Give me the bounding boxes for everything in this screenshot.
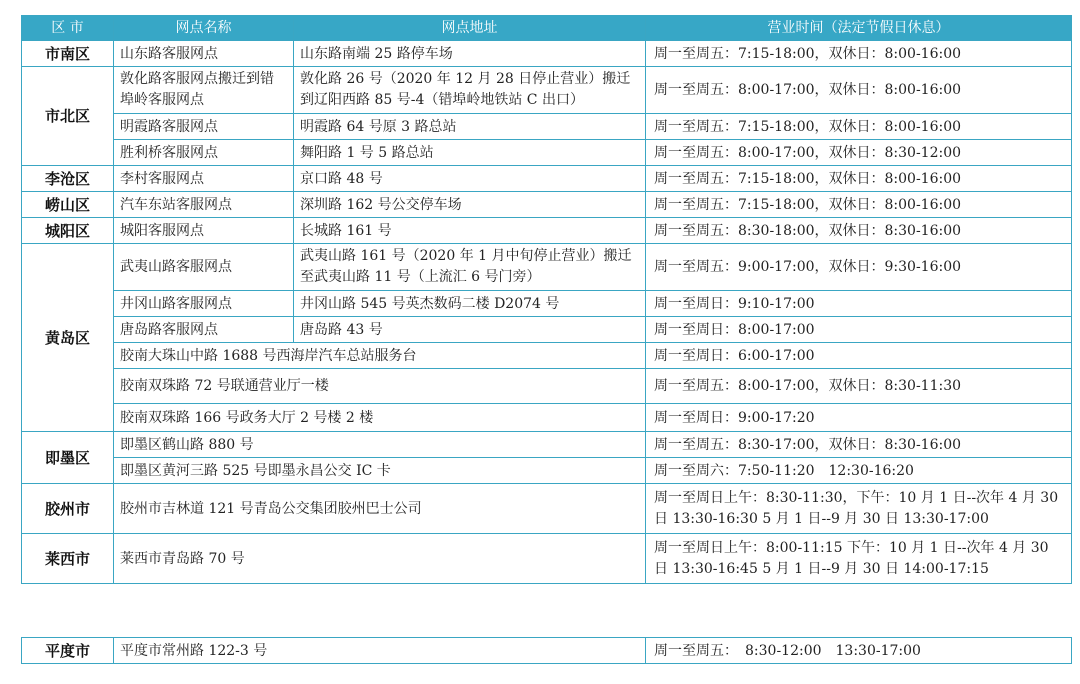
outlet-name-cell: 明霞路客服网点 (114, 114, 294, 140)
outlet-location-cell: 胶州市吉林道 121 号青岛公交集团胶州巴士公司 (114, 484, 646, 534)
table-row (22, 166, 1072, 192)
hours-cell: 周一至周日：9:00-17:20 (646, 404, 1072, 432)
table-row (22, 67, 1072, 114)
district-cell: 市南区 (22, 41, 114, 67)
hours-cell: 周一至周五：8:00-17:00，双休日：8:00-16:00 (646, 67, 1072, 114)
header-row (22, 16, 1072, 41)
hours-cell: 周一至周五：8:00-17:00，双休日：8:30-11:30 (646, 369, 1072, 404)
hours-cell: 周一至周日：8:00-17:00 (646, 317, 1072, 343)
hours-cell: 周一至周五：7:15-18:00，双休日：8:00-16:00 (646, 41, 1072, 67)
outlet-name-cell: 李村客服网点 (114, 166, 294, 192)
header-business-hours: 营业时间（法定节假日休息） (646, 16, 1072, 41)
hours-cell: 周一至周五：7:15-18:00，双休日：8:00-16:00 (646, 192, 1072, 218)
table-row (22, 484, 1072, 534)
outlet-name-cell: 井冈山路客服网点 (114, 291, 294, 317)
outlet-address-cell: 长城路 161 号 (294, 218, 646, 244)
header-district: 区 市 (22, 16, 114, 41)
header-outlet-address: 网点地址 (294, 16, 646, 41)
header-outlet-name: 网点名称 (114, 16, 294, 41)
outlet-address-cell: 深圳路 162 号公交停车场 (294, 192, 646, 218)
hours-cell: 周一至周日上午：8:30-11:30，下午：10 月 1 日--次年 4 月 30 日 13:30-16:30 5 月 1 日--9 月 30 日 13:30-17:00 (646, 484, 1072, 534)
table-row (22, 140, 1072, 166)
hours-cell: 周一至周五：7:15-18:00，双休日：8:00-16:00 (646, 114, 1072, 140)
table-row (22, 343, 1072, 369)
district-cell: 市北区 (22, 67, 114, 166)
outlet-location-cell: 即墨区鹤山路 880 号 (114, 432, 646, 458)
outlet-location-cell: 胶南双珠路 72 号联通营业厅一楼 (114, 369, 646, 404)
outlet-name-cell: 胜利桥客服网点 (114, 140, 294, 166)
outlet-location-cell: 即墨区黄河三路 525 号即墨永昌公交 IC 卡 (114, 458, 646, 484)
pingdu-outlet-table (21, 637, 1072, 664)
service-outlets-table (21, 15, 1072, 584)
district-cell: 即墨区 (22, 432, 114, 484)
table-row (22, 192, 1072, 218)
outlet-location-cell: 莱西市青岛路 70 号 (114, 534, 646, 584)
district-cell: 莱西市 (22, 534, 114, 584)
district-cell: 平度市 (22, 638, 114, 664)
table-row (22, 218, 1072, 244)
hours-cell: 周一至周日上午：8:00-11:15 下午：10 月 1 日--次年 4 月 30 日 13:30-16:45 5 月 1 日--9 月 30 日 14:00-17:15 (646, 534, 1072, 584)
district-cell: 李沧区 (22, 166, 114, 192)
hours-cell: 周一至周六：7:50-11:20 12:30-16:20 (646, 458, 1072, 484)
hours-cell: 周一至周五：8:30-18:00，双休日：8:30-16:00 (646, 218, 1072, 244)
outlet-name-cell: 敦化路客服网点搬迁到错埠岭客服网点 (114, 67, 294, 114)
district-cell: 黄岛区 (22, 244, 114, 432)
outlet-location-cell: 平度市常州路 122-3 号 (114, 638, 646, 664)
table-row (22, 638, 1072, 664)
outlet-address-cell: 舞阳路 1 号 5 路总站 (294, 140, 646, 166)
district-cell: 城阳区 (22, 218, 114, 244)
table-row (22, 114, 1072, 140)
table-row (22, 432, 1072, 458)
outlet-name-cell: 汽车东站客服网点 (114, 192, 294, 218)
outlet-location-cell: 胶南双珠路 166 号政务大厅 2 号楼 2 楼 (114, 404, 646, 432)
outlet-location-cell: 胶南大珠山中路 1688 号西海岸汽车总站服务台 (114, 343, 646, 369)
hours-cell: 周一至周五： 8:30-12:00 13:30-17:00 (646, 638, 1072, 664)
table-row (22, 317, 1072, 343)
outlet-name-cell: 唐岛路客服网点 (114, 317, 294, 343)
table-row (22, 534, 1072, 584)
table-row (22, 369, 1072, 404)
district-cell: 胶州市 (22, 484, 114, 534)
hours-cell: 周一至周日：9:10-17:00 (646, 291, 1072, 317)
outlet-address-cell: 敦化路 26 号（2020 年 12 月 28 日停止营业）搬迁到辽阳西路 85 号-4（错埠岭地铁站 C 出口） (294, 67, 646, 114)
outlet-address-cell: 井冈山路 545 号英杰数码二楼 D2074 号 (294, 291, 646, 317)
table-row (22, 404, 1072, 432)
hours-cell: 周一至周五：7:15-18:00，双休日：8:00-16:00 (646, 166, 1072, 192)
hours-cell: 周一至周五：8:00-17:00，双休日：8:30-12:00 (646, 140, 1072, 166)
outlet-address-cell: 京口路 48 号 (294, 166, 646, 192)
outlet-address-cell: 明霞路 64 号原 3 路总站 (294, 114, 646, 140)
table-row (22, 291, 1072, 317)
hours-cell: 周一至周日：6:00-17:00 (646, 343, 1072, 369)
outlet-name-cell: 山东路客服网点 (114, 41, 294, 67)
outlet-name-cell: 城阳客服网点 (114, 218, 294, 244)
table-row (22, 41, 1072, 67)
outlet-address-cell: 山东路南端 25 路停车场 (294, 41, 646, 67)
hours-cell: 周一至周五：9:00-17:00，双休日：9:30-16:00 (646, 244, 1072, 291)
table-row (22, 244, 1072, 291)
outlet-address-cell: 武夷山路 161 号（2020 年 1 月中旬停止营业）搬迁至武夷山路 11 号（上流汇 6 号门旁） (294, 244, 646, 291)
hours-cell: 周一至周五：8:30-17:00，双休日：8:30-16:00 (646, 432, 1072, 458)
outlet-name-cell: 武夷山路客服网点 (114, 244, 294, 291)
outlet-address-cell: 唐岛路 43 号 (294, 317, 646, 343)
table-row (22, 458, 1072, 484)
district-cell: 崂山区 (22, 192, 114, 218)
